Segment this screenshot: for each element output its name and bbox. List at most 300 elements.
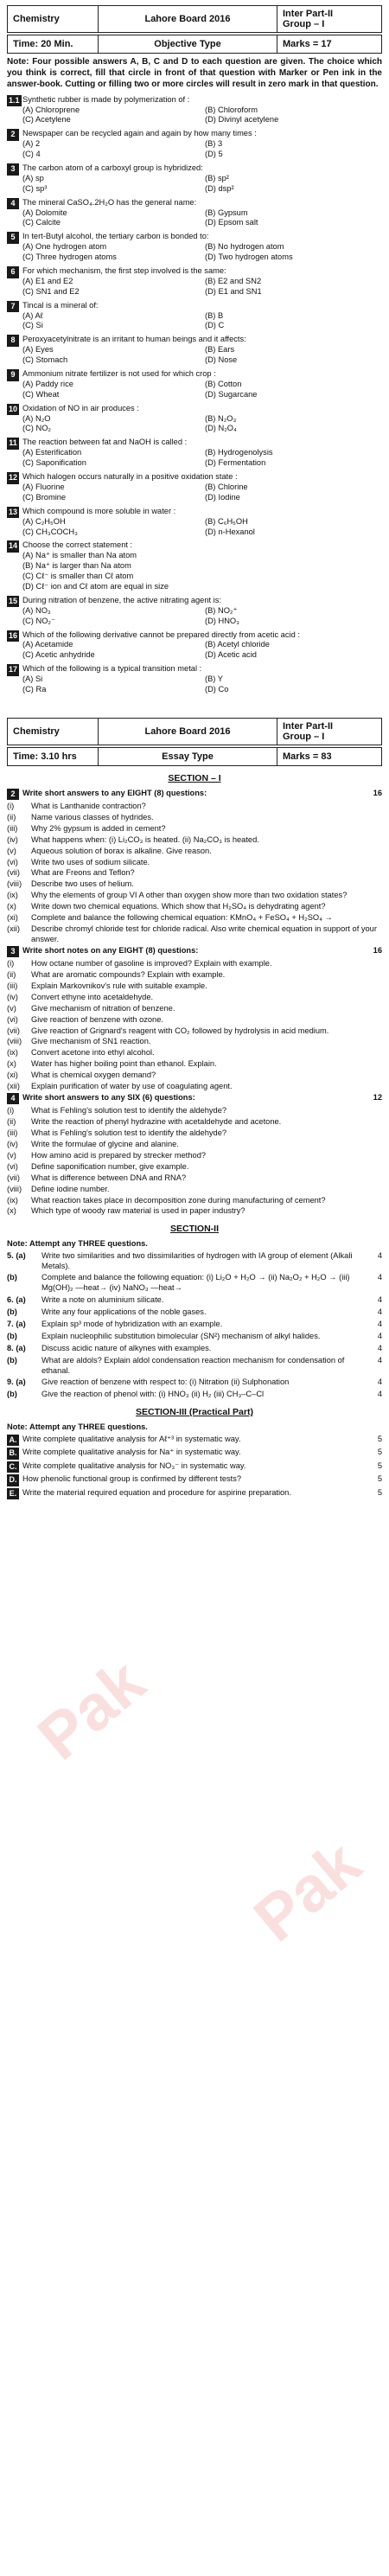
- sub-question-text: Water has higher boiling point than ethanol. Explain.: [31, 1059, 217, 1069]
- options: [22, 208, 382, 229]
- question-letter: [7, 1488, 22, 1500]
- option: (A) E1 and E2: [22, 276, 73, 285]
- roman-numeral: (iii): [7, 981, 18, 990]
- question-number: [7, 789, 22, 801]
- question-number-badge: 12: [7, 472, 19, 484]
- option: (A) Aℓ: [22, 310, 43, 320]
- option: (D) Nose: [205, 355, 238, 365]
- roman-numeral: (ix): [7, 1048, 18, 1058]
- option: (A) C₂H₅OH: [22, 516, 66, 526]
- option: (B) Hydrogenolysis: [205, 448, 273, 457]
- roman-numeral: (ii): [7, 812, 16, 821]
- option: (A) Si: [22, 674, 43, 684]
- question-marks: 16: [373, 945, 382, 955]
- roman-numeral: (vii): [7, 868, 20, 878]
- question-number: [7, 1093, 22, 1105]
- question-number: [7, 438, 22, 469]
- question-letter-badge: E.: [7, 1488, 19, 1500]
- sub-question-text: Give reaction of Grignard's reagent with CO₂ followed by hydrolysis in acid medium.: [31, 1026, 329, 1035]
- option: (B) Y: [205, 674, 224, 684]
- options: [22, 311, 382, 332]
- sub-question-text: Aqueous solution of borax is alkaline. Give reason.: [31, 846, 212, 855]
- sub-question-text: Write the reaction of phenyl hydrazine with acetaldehyde and acetone.: [31, 1117, 282, 1127]
- roman-numeral: (i): [7, 959, 15, 968]
- objective-subheader: [7, 35, 382, 54]
- question-number: [7, 630, 22, 662]
- question-marks: 4: [377, 1390, 382, 1399]
- section-two-note: Note: Attempt any THREE questions.: [7, 1238, 148, 1248]
- sub-question-text: Define saponification number, give example.: [31, 1161, 189, 1171]
- option: (D) Divinyl acetylene: [205, 115, 279, 125]
- question-body: [22, 301, 382, 332]
- long-question: [7, 1251, 382, 1272]
- option: (C) SN1 and E2: [22, 286, 80, 296]
- long-question-text: Explain sp³ mode of hybridization with an example.: [41, 1319, 223, 1328]
- question-marks: 16: [373, 788, 382, 797]
- mcq-item: [7, 630, 382, 662]
- options: [22, 139, 382, 160]
- question-marks: 4: [377, 1355, 382, 1365]
- options: [22, 277, 382, 297]
- question-number-badge: 1.1: [7, 95, 22, 107]
- long-question: [7, 1356, 382, 1377]
- mcq-item: [7, 198, 382, 229]
- option: (A) Fluorine: [22, 482, 65, 491]
- option: (D) Acetic acid: [205, 650, 257, 660]
- question-body: [22, 472, 382, 503]
- sub-question-text: What reaction takes place in decomposition zone during manufacturing of cement?: [31, 1195, 326, 1205]
- subject-cell: Chemistry: [8, 719, 99, 745]
- question-text: Which of the following derivative cannot be prepared directly from acetic acid :: [22, 630, 300, 639]
- option: (A) N₂O: [22, 413, 51, 423]
- sub-question-text: How octane number of gasoline is improved? Explain with example.: [31, 959, 272, 968]
- long-question-text: Discuss acidic nature of alkynes with examples.: [41, 1343, 212, 1352]
- roman-numeral: (x): [7, 1059, 16, 1069]
- option: (D) Co: [205, 684, 229, 694]
- option: (C) Cℓ⁻ is smaller than Cℓ atom: [22, 572, 134, 581]
- group-line: Group – I: [283, 19, 325, 30]
- question-number-badge: 3: [7, 946, 19, 958]
- sub-question: [7, 1128, 382, 1139]
- options: [22, 448, 382, 469]
- sub-question-text: Write two uses of sodium silicate.: [31, 857, 150, 866]
- option: (A) Esterification: [22, 448, 82, 457]
- question-marks: 5: [377, 1461, 382, 1470]
- sub-question-text: Give reaction of benzene with ozone.: [31, 1014, 163, 1024]
- question-text: Synthetic rubber is made by polymerization of :: [22, 94, 190, 104]
- option: (D) Cℓ⁻ ion and Cℓ atom are equal in size: [22, 581, 169, 591]
- section-one-title: SECTION – I: [168, 773, 221, 784]
- roman-numeral: (iv): [7, 992, 18, 1001]
- long-question: [7, 1273, 382, 1294]
- roman-numeral: (iii): [7, 823, 18, 833]
- option: (B) Chlorine: [205, 482, 248, 491]
- roman-numeral: (i): [7, 802, 15, 811]
- practical-question-text: Write complete qualitative analysis for Aℓ⁺³ in systematic way.: [22, 1434, 241, 1443]
- practical-question: [7, 1448, 382, 1460]
- mcq-list: [7, 95, 382, 695]
- question-number: [7, 95, 22, 126]
- short-questions: [7, 789, 382, 1218]
- sub-question: [7, 1117, 382, 1128]
- sub-question: [7, 1004, 382, 1014]
- option: (A) Eyes: [22, 345, 54, 355]
- roman-numeral: (vi): [7, 1161, 18, 1171]
- question-number-badge: 4: [7, 1093, 19, 1105]
- sub-question: [7, 835, 382, 846]
- roman-numeral: (x): [7, 902, 16, 911]
- long-question-text: Write two similarities and two dissimilarities of hydrogen with IA group of element (Alkali Metals).: [41, 1250, 353, 1270]
- practical-question-text: How phenolic functional group is confirmed by different tests?: [22, 1474, 242, 1484]
- question-number: [7, 369, 22, 400]
- question-body: [22, 369, 382, 400]
- question-number: [7, 335, 22, 366]
- question-marks: 12: [373, 1092, 382, 1102]
- question-text: Which of the following is a typical transition metal :: [22, 664, 202, 674]
- question-number-badge: 13: [7, 507, 19, 519]
- sub-question: [7, 902, 382, 912]
- question-number-badge: 17: [7, 664, 19, 676]
- roman-numeral: (v): [7, 846, 16, 855]
- watermark: Pak: [24, 1645, 158, 1774]
- long-question-text: Explain nucleophilic substitution bimolecular (SN²) mechanism of alkyl halides.: [41, 1331, 321, 1340]
- sub-question: [7, 1151, 382, 1161]
- sub-question-text: What is difference between DNA and RNA?: [31, 1173, 187, 1182]
- sub-question: [7, 891, 382, 901]
- question-number: [7, 232, 22, 263]
- long-question: [7, 1377, 382, 1388]
- mcq-item: [7, 472, 382, 503]
- sub-question: [7, 913, 382, 924]
- roman-numeral: (viii): [7, 1184, 22, 1193]
- practical-question-text: Write complete qualitative analysis for NO₃⁻ in systematic way.: [22, 1461, 246, 1470]
- part-cell: [277, 6, 381, 32]
- section-two-title: SECTION-II: [169, 1224, 219, 1235]
- option: (B) Chloroform: [205, 105, 258, 114]
- section-three-title: SECTION-III (Practical Part): [136, 1407, 253, 1418]
- question-label: (b): [7, 1273, 17, 1282]
- long-question-text: Write any four applications of the noble gases.: [41, 1307, 207, 1317]
- long-question: [7, 1295, 382, 1306]
- question-body: [22, 596, 382, 627]
- option: (C) Calcite: [22, 218, 61, 227]
- options: [22, 606, 382, 627]
- question-number-badge: 2: [7, 129, 19, 141]
- roman-numeral: (ii): [7, 970, 16, 980]
- sub-question: [7, 813, 382, 823]
- marks-cell: Marks = 83: [283, 751, 332, 763]
- question-number-badge: 5: [7, 232, 19, 244]
- sub-question-text: Name various classes of hydrides.: [31, 812, 154, 821]
- option: (C) Three hydrogen atoms: [22, 252, 117, 262]
- question-text: Which halogen occurs naturally in a positive oxidation state :: [22, 472, 238, 482]
- question-marks: 4: [377, 1319, 382, 1328]
- option: (A) Chloroprene: [22, 105, 80, 114]
- sub-question-text: Give mechanism of nitration of benzene.: [31, 1003, 175, 1013]
- sub-question: [7, 868, 382, 879]
- question-label: (b): [7, 1307, 17, 1317]
- question-body: [22, 404, 382, 435]
- question-number: [7, 163, 22, 195]
- options: [22, 380, 382, 400]
- question-letter: [7, 1448, 22, 1460]
- option: (D) N₂O₄: [205, 424, 237, 433]
- roman-numeral: (xii): [7, 924, 20, 933]
- question-instruction: Write short answers to any EIGHT (8) questions:: [22, 788, 207, 797]
- question-number: [7, 404, 22, 435]
- options: [22, 174, 382, 195]
- long-question-text: Give reaction of benzene with respect to: (i) Nitration (ii) Sulphonation: [41, 1377, 290, 1387]
- option: (C) Acetic anhydride: [22, 650, 95, 660]
- question-label: (b): [7, 1355, 17, 1365]
- mcq-item: [7, 232, 382, 263]
- sub-question: [7, 981, 382, 992]
- sub-question: [7, 1173, 382, 1184]
- option: (A) One hydrogen atom: [22, 242, 107, 252]
- question-marks: 4: [377, 1377, 382, 1387]
- question-body: [22, 335, 382, 366]
- sub-question-text: What happens when: (i) Li₂CO₃ is heated. (ii) Na₂CO₃ is heated.: [31, 834, 259, 844]
- time-cell: Time: 3.10 hrs: [8, 748, 99, 765]
- question-number: [7, 129, 22, 160]
- roman-numeral: (ix): [7, 1195, 18, 1205]
- question-text: Newspaper can be recycled again and again by how many times :: [22, 129, 257, 138]
- option: (D) 5: [205, 150, 223, 159]
- sub-question: [7, 1206, 382, 1217]
- essay-subheader: [7, 747, 382, 766]
- question-label: (b): [7, 1390, 17, 1399]
- option: (D) n-Hexanol: [205, 527, 255, 536]
- objective-header: [7, 5, 382, 33]
- mcq-item: [7, 438, 382, 469]
- question-body: [22, 630, 382, 662]
- option: (D) HNO₃: [205, 616, 239, 625]
- mcq-item: [7, 664, 382, 695]
- question-number: [7, 664, 22, 695]
- option: (C) Ra: [22, 684, 47, 694]
- sub-question-text: Describe two uses of helium.: [31, 879, 134, 889]
- practical-question-text: Write complete qualitative analysis for Na⁺ in systematic way.: [22, 1448, 241, 1457]
- roman-numeral: (viii): [7, 1037, 22, 1046]
- question-letter: [7, 1435, 22, 1447]
- question-number-badge: 7: [7, 301, 19, 313]
- practical-question-text: Write the material required equation and procedure for aspirine preparation.: [22, 1487, 291, 1497]
- question-number-badge: 2: [7, 789, 19, 801]
- roman-numeral: (vii): [7, 1026, 20, 1035]
- question-marks: 5: [377, 1474, 382, 1484]
- option: (A) Acetamide: [22, 640, 73, 649]
- question-number: [7, 507, 22, 538]
- type-cell: Objective Type: [99, 35, 277, 53]
- question-label: 5. (a): [7, 1250, 26, 1260]
- option: (C) NO₂: [22, 424, 52, 433]
- question-text: For which mechanism, the first step involved is the same:: [22, 266, 226, 276]
- option: (A) Dolomite: [22, 208, 67, 217]
- roman-numeral: (ii): [7, 1117, 16, 1127]
- option: (C) NO₂⁻: [22, 616, 55, 625]
- roman-numeral: (iv): [7, 1140, 18, 1149]
- sub-question: [7, 1048, 382, 1058]
- sub-question-text: What are Freons and Teflon?: [31, 868, 135, 878]
- sub-question-text: Complete and balance the following chemical equation: KMnO₄ + FeSO₄ + H₂SO₄ →: [31, 912, 333, 922]
- question-text: Tincal is a mineral of:: [22, 300, 99, 310]
- options: [22, 483, 382, 503]
- sub-question: [7, 970, 382, 981]
- question-text: Which compound is more soluble in water :: [22, 506, 176, 515]
- question-text: Choose the correct statement :: [22, 540, 133, 550]
- option: (D) Iodine: [205, 492, 240, 502]
- options: [22, 640, 382, 661]
- roman-numeral: (iv): [7, 834, 18, 844]
- question-number-badge: 10: [7, 404, 19, 416]
- option: (A) sp: [22, 173, 44, 182]
- question-number-badge: 8: [7, 335, 19, 347]
- question-body: [22, 163, 382, 195]
- question-marks: 5: [377, 1487, 382, 1497]
- option: (A) Na⁺ is smaller than Na atom: [22, 551, 137, 560]
- sub-question: [7, 1026, 382, 1037]
- option: (C) Si: [22, 321, 43, 330]
- question-marks: 5: [377, 1434, 382, 1443]
- question-text: Ammonium nitrate fertilizer is not used for which crop :: [22, 369, 216, 379]
- question-marks: 4: [377, 1343, 382, 1352]
- practical-question: [7, 1461, 382, 1473]
- question-text: The mineral CaSO₄.2H₂O has the general name:: [22, 197, 197, 207]
- part-line: Inter Part-II: [283, 720, 334, 732]
- mcq-item: [7, 404, 382, 435]
- long-question: [7, 1390, 382, 1400]
- option: (B) Cotton: [205, 379, 242, 388]
- sub-question-text: Explain Markovnikov's rule with suitable example.: [31, 981, 207, 990]
- long-question: [7, 1344, 382, 1354]
- question-number-badge: 6: [7, 266, 19, 278]
- sub-question: [7, 1082, 382, 1092]
- essay-header: [7, 718, 382, 745]
- options: [22, 414, 382, 435]
- option: (B) B: [205, 310, 224, 320]
- mcq-item: [7, 596, 382, 627]
- type-cell: Essay Type: [99, 748, 277, 765]
- question-number: [7, 472, 22, 503]
- sub-question: [7, 847, 382, 857]
- long-question-text: What are aldols? Explain aldol condensation reaction mechanism for condensation of ethanal.: [41, 1355, 345, 1375]
- sub-question: [7, 959, 382, 969]
- sub-question-text: What is Lanthanide contraction?: [31, 802, 146, 811]
- mcq-item: [7, 163, 382, 195]
- sub-question-text: What is chemical oxygen demand?: [31, 1071, 156, 1080]
- sub-question-text: What is Fehling's solution test to identify the aldehyde?: [31, 1106, 227, 1115]
- question-label: 9. (a): [7, 1377, 26, 1387]
- sub-question: [7, 924, 382, 945]
- option: (C) Stomach: [22, 355, 68, 365]
- long-question-text: Give the reaction of phenol with: (i) HNO₃ (ii) H₂ (iii) CH₃–C–Cl: [41, 1390, 265, 1399]
- options: [22, 345, 382, 366]
- options: [22, 242, 382, 263]
- question-number: [7, 198, 22, 229]
- mcq-item: [7, 540, 382, 591]
- sub-question: [7, 858, 382, 868]
- question-text: During nitration of benzene, the active nitrating agent is:: [22, 595, 221, 604]
- long-question: [7, 1307, 382, 1318]
- question-body: [22, 438, 382, 469]
- sub-question: [7, 993, 382, 1003]
- option: (B) C₆H₅OH: [205, 516, 248, 526]
- sub-question: [7, 1162, 382, 1173]
- question-number-badge: 14: [7, 540, 19, 553]
- option: (A) NO₃: [22, 605, 51, 615]
- roman-numeral: (vi): [7, 1014, 18, 1024]
- question-letter: [7, 1474, 22, 1486]
- practical-question: [7, 1474, 382, 1486]
- sub-question-text: Write the formulae of glycine and alanine.: [31, 1140, 179, 1149]
- question-letter-badge: B.: [7, 1448, 19, 1460]
- sub-question-text: Describe chromyl chloride test for chloride radical. Also write chemical equation in support of your answer.: [31, 924, 377, 943]
- options: [22, 105, 382, 126]
- mcq-item: [7, 95, 382, 126]
- sub-question: [7, 824, 382, 834]
- question-letter-badge: D.: [7, 1474, 19, 1486]
- long-question-text: Complete and balance the following equation: (i) Li₂O + H₂O → (ii) Na₂O₂ + H₂O → (iii) Mg(OH)₂ —heat→ (iv) NaNO₃ —heat→: [41, 1273, 350, 1293]
- option: (C) CH₃COCH₃: [22, 527, 78, 536]
- question-body: [22, 664, 382, 695]
- option: (C) sp³: [22, 183, 48, 193]
- sub-question: [7, 1037, 382, 1047]
- question-marks: 4: [377, 1273, 382, 1282]
- roman-numeral: (vi): [7, 857, 18, 866]
- sub-question: [7, 1015, 382, 1026]
- sub-question: [7, 879, 382, 890]
- sub-question-text: How amino acid is prepared by strecker method?: [31, 1150, 207, 1160]
- options: [22, 517, 382, 538]
- option: (B) E2 and SN2: [205, 276, 262, 285]
- roman-numeral: (v): [7, 1150, 16, 1160]
- roman-numeral: (vii): [7, 1173, 20, 1182]
- long-question: [7, 1320, 382, 1330]
- long-question: [7, 1332, 382, 1342]
- sub-question: [7, 1106, 382, 1116]
- mcq-item: [7, 507, 382, 538]
- question-marks: 4: [377, 1331, 382, 1340]
- question-marks: 5: [377, 1448, 382, 1457]
- practical-question: [7, 1488, 382, 1500]
- option: (D) dsp²: [205, 183, 234, 193]
- question-text: Oxidation of NO in air produces :: [22, 403, 139, 412]
- question-body: [22, 540, 382, 591]
- question-marks: 4: [377, 1295, 382, 1305]
- group-line: Group – I: [283, 731, 325, 742]
- option: (D) C: [205, 321, 225, 330]
- practical-question: [7, 1435, 382, 1447]
- sub-question: [7, 1059, 382, 1070]
- long-question-text: Write a note on aluminium silicate.: [41, 1295, 164, 1305]
- sub-question: [7, 1196, 382, 1206]
- question-number: [7, 301, 22, 332]
- option: (D) Sugarcane: [205, 389, 258, 399]
- short-question-heading: [7, 1093, 382, 1105]
- roman-numeral: (viii): [7, 879, 22, 889]
- part-line: Inter Part-II: [283, 9, 334, 19]
- option: (D) Epsom salt: [205, 218, 258, 227]
- option: (C) Saponification: [22, 458, 86, 468]
- option: (C) Acetylene: [22, 115, 71, 125]
- question-letter-badge: A.: [7, 1435, 19, 1447]
- question-text: In tert-Butyl alcohol, the tertiary carbon is bonded to:: [22, 232, 209, 241]
- roman-numeral: (xi): [7, 912, 18, 922]
- question-number-badge: 11: [7, 438, 19, 450]
- question-body: [22, 95, 382, 126]
- question-marks: 4: [377, 1307, 382, 1317]
- sub-question-text: Which type of woody raw material is used in paper industry?: [31, 1206, 246, 1216]
